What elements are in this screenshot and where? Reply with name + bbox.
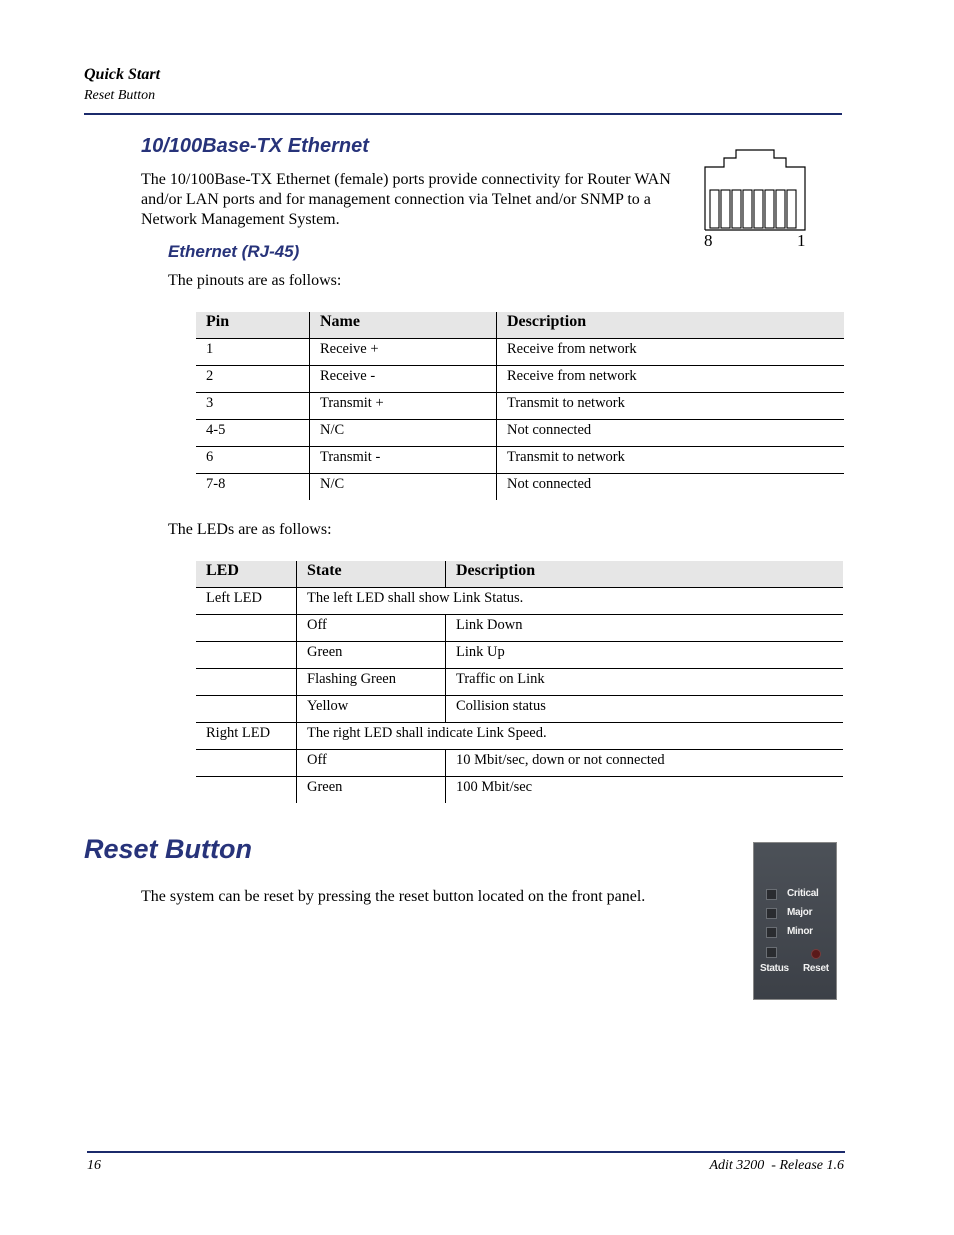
table-row bbox=[196, 339, 844, 366]
table-cell: Transmit + bbox=[310, 393, 497, 420]
panel-label-reset: Reset bbox=[803, 963, 829, 974]
reset-text: The system can be reset by pressing the reset button located on the front panel. bbox=[141, 888, 646, 905]
table-cell: The right LED shall indicate Link Speed. bbox=[297, 723, 844, 750]
table-row bbox=[196, 447, 844, 474]
ethernet-heading: 10/100Base-TX Ethernet bbox=[141, 135, 369, 157]
table-row bbox=[196, 393, 844, 420]
table-cell: Off bbox=[297, 615, 446, 642]
table-cell: N/C bbox=[310, 474, 497, 501]
table-cell: Receive from network bbox=[497, 366, 845, 393]
running-header-section: Reset Button bbox=[84, 88, 156, 103]
table-cell: Transmit - bbox=[310, 447, 497, 474]
front-panel-photo bbox=[753, 842, 837, 1000]
rj45-connector-diagram bbox=[703, 148, 807, 232]
major-led-icon bbox=[766, 908, 777, 919]
table-cell: Right LED bbox=[196, 723, 297, 750]
table-cell: 3 bbox=[196, 393, 310, 420]
table-header-row bbox=[196, 561, 843, 588]
rj45-subheading: Ethernet (RJ-45) bbox=[168, 242, 300, 261]
table-cell: The left LED shall show Link Status. bbox=[297, 588, 844, 615]
table-cell: Green bbox=[297, 777, 446, 804]
critical-led-icon bbox=[766, 889, 777, 900]
table-cell: Left LED bbox=[196, 588, 297, 615]
led-table bbox=[196, 561, 843, 803]
table-cell: Green bbox=[297, 642, 446, 669]
column-header: Name bbox=[310, 312, 497, 339]
table-cell: Traffic on Link bbox=[446, 669, 844, 696]
table-cell: Not connected bbox=[497, 474, 845, 501]
table-row bbox=[196, 696, 843, 723]
table-cell: Yellow bbox=[297, 696, 446, 723]
column-header: Pin bbox=[196, 312, 310, 339]
table-row bbox=[196, 750, 843, 777]
table-cell: 6 bbox=[196, 447, 310, 474]
table-cell: Off bbox=[297, 750, 446, 777]
table-cell bbox=[196, 615, 297, 642]
table-header-row bbox=[196, 312, 844, 339]
table-cell: Transmit to network bbox=[497, 447, 845, 474]
table-row bbox=[196, 642, 843, 669]
table-row bbox=[196, 588, 843, 615]
table-cell: Transmit to network bbox=[497, 393, 845, 420]
pinout-table bbox=[196, 312, 844, 500]
status-led-icon bbox=[766, 947, 777, 958]
table-cell: Collision status bbox=[446, 696, 844, 723]
table-cell: 4-5 bbox=[196, 420, 310, 447]
document-title-footer: Adit 3200 - Release 1.6 bbox=[709, 1158, 844, 1173]
table-row bbox=[196, 366, 844, 393]
reset-button-icon bbox=[811, 949, 821, 959]
table-cell: Receive from network bbox=[497, 339, 845, 366]
table-cell bbox=[196, 750, 297, 777]
rj45-pin-label-left: 8 bbox=[704, 231, 713, 250]
pinouts-intro: The pinouts are as follows: bbox=[168, 272, 342, 289]
table-cell: Link Up bbox=[446, 642, 844, 669]
table-cell bbox=[196, 642, 297, 669]
minor-led-icon bbox=[766, 927, 777, 938]
column-header: Description bbox=[446, 561, 844, 588]
table-cell: 10 Mbit/sec, down or not connected bbox=[446, 750, 844, 777]
table-row bbox=[196, 669, 843, 696]
panel-label-critical: Critical bbox=[787, 888, 819, 899]
table-cell bbox=[196, 777, 297, 804]
table-row bbox=[196, 723, 843, 750]
panel-label-status: Status bbox=[760, 963, 789, 974]
column-header: Description bbox=[497, 312, 845, 339]
table-cell: Receive + bbox=[310, 339, 497, 366]
table-cell: Link Down bbox=[446, 615, 844, 642]
footer-rule bbox=[87, 1151, 845, 1153]
table-row bbox=[196, 474, 844, 501]
table-cell: 2 bbox=[196, 366, 310, 393]
leds-intro: The LEDs are as follows: bbox=[168, 521, 332, 538]
table-cell: Not connected bbox=[497, 420, 845, 447]
table-cell: Receive - bbox=[310, 366, 497, 393]
table-row bbox=[196, 420, 844, 447]
panel-label-minor: Minor bbox=[787, 926, 813, 937]
table-cell: 100 Mbit/sec bbox=[446, 777, 844, 804]
panel-label-major: Major bbox=[787, 907, 813, 918]
page-number: 16 bbox=[87, 1158, 101, 1173]
column-header: LED bbox=[196, 561, 297, 588]
column-header: State bbox=[297, 561, 446, 588]
table-cell bbox=[196, 696, 297, 723]
ethernet-intro: The 10/100Base-TX Ethernet (female) ports provide connectivity for Router WAN and/or LAN ports and for management connection via Telnet and/or SNMP to a Network Management System. bbox=[141, 171, 671, 228]
table-cell: 1 bbox=[196, 339, 310, 366]
rj45-pin-label-right: 1 bbox=[797, 231, 806, 250]
reset-heading: Reset Button bbox=[84, 834, 252, 864]
table-cell: Flashing Green bbox=[297, 669, 446, 696]
running-header-chapter: Quick Start bbox=[84, 66, 161, 83]
table-row bbox=[196, 615, 843, 642]
table-cell bbox=[196, 669, 297, 696]
table-cell: 7-8 bbox=[206, 476, 226, 492]
table-cell: N/C bbox=[310, 420, 497, 447]
header-rule bbox=[84, 113, 842, 115]
table-row bbox=[196, 777, 843, 804]
